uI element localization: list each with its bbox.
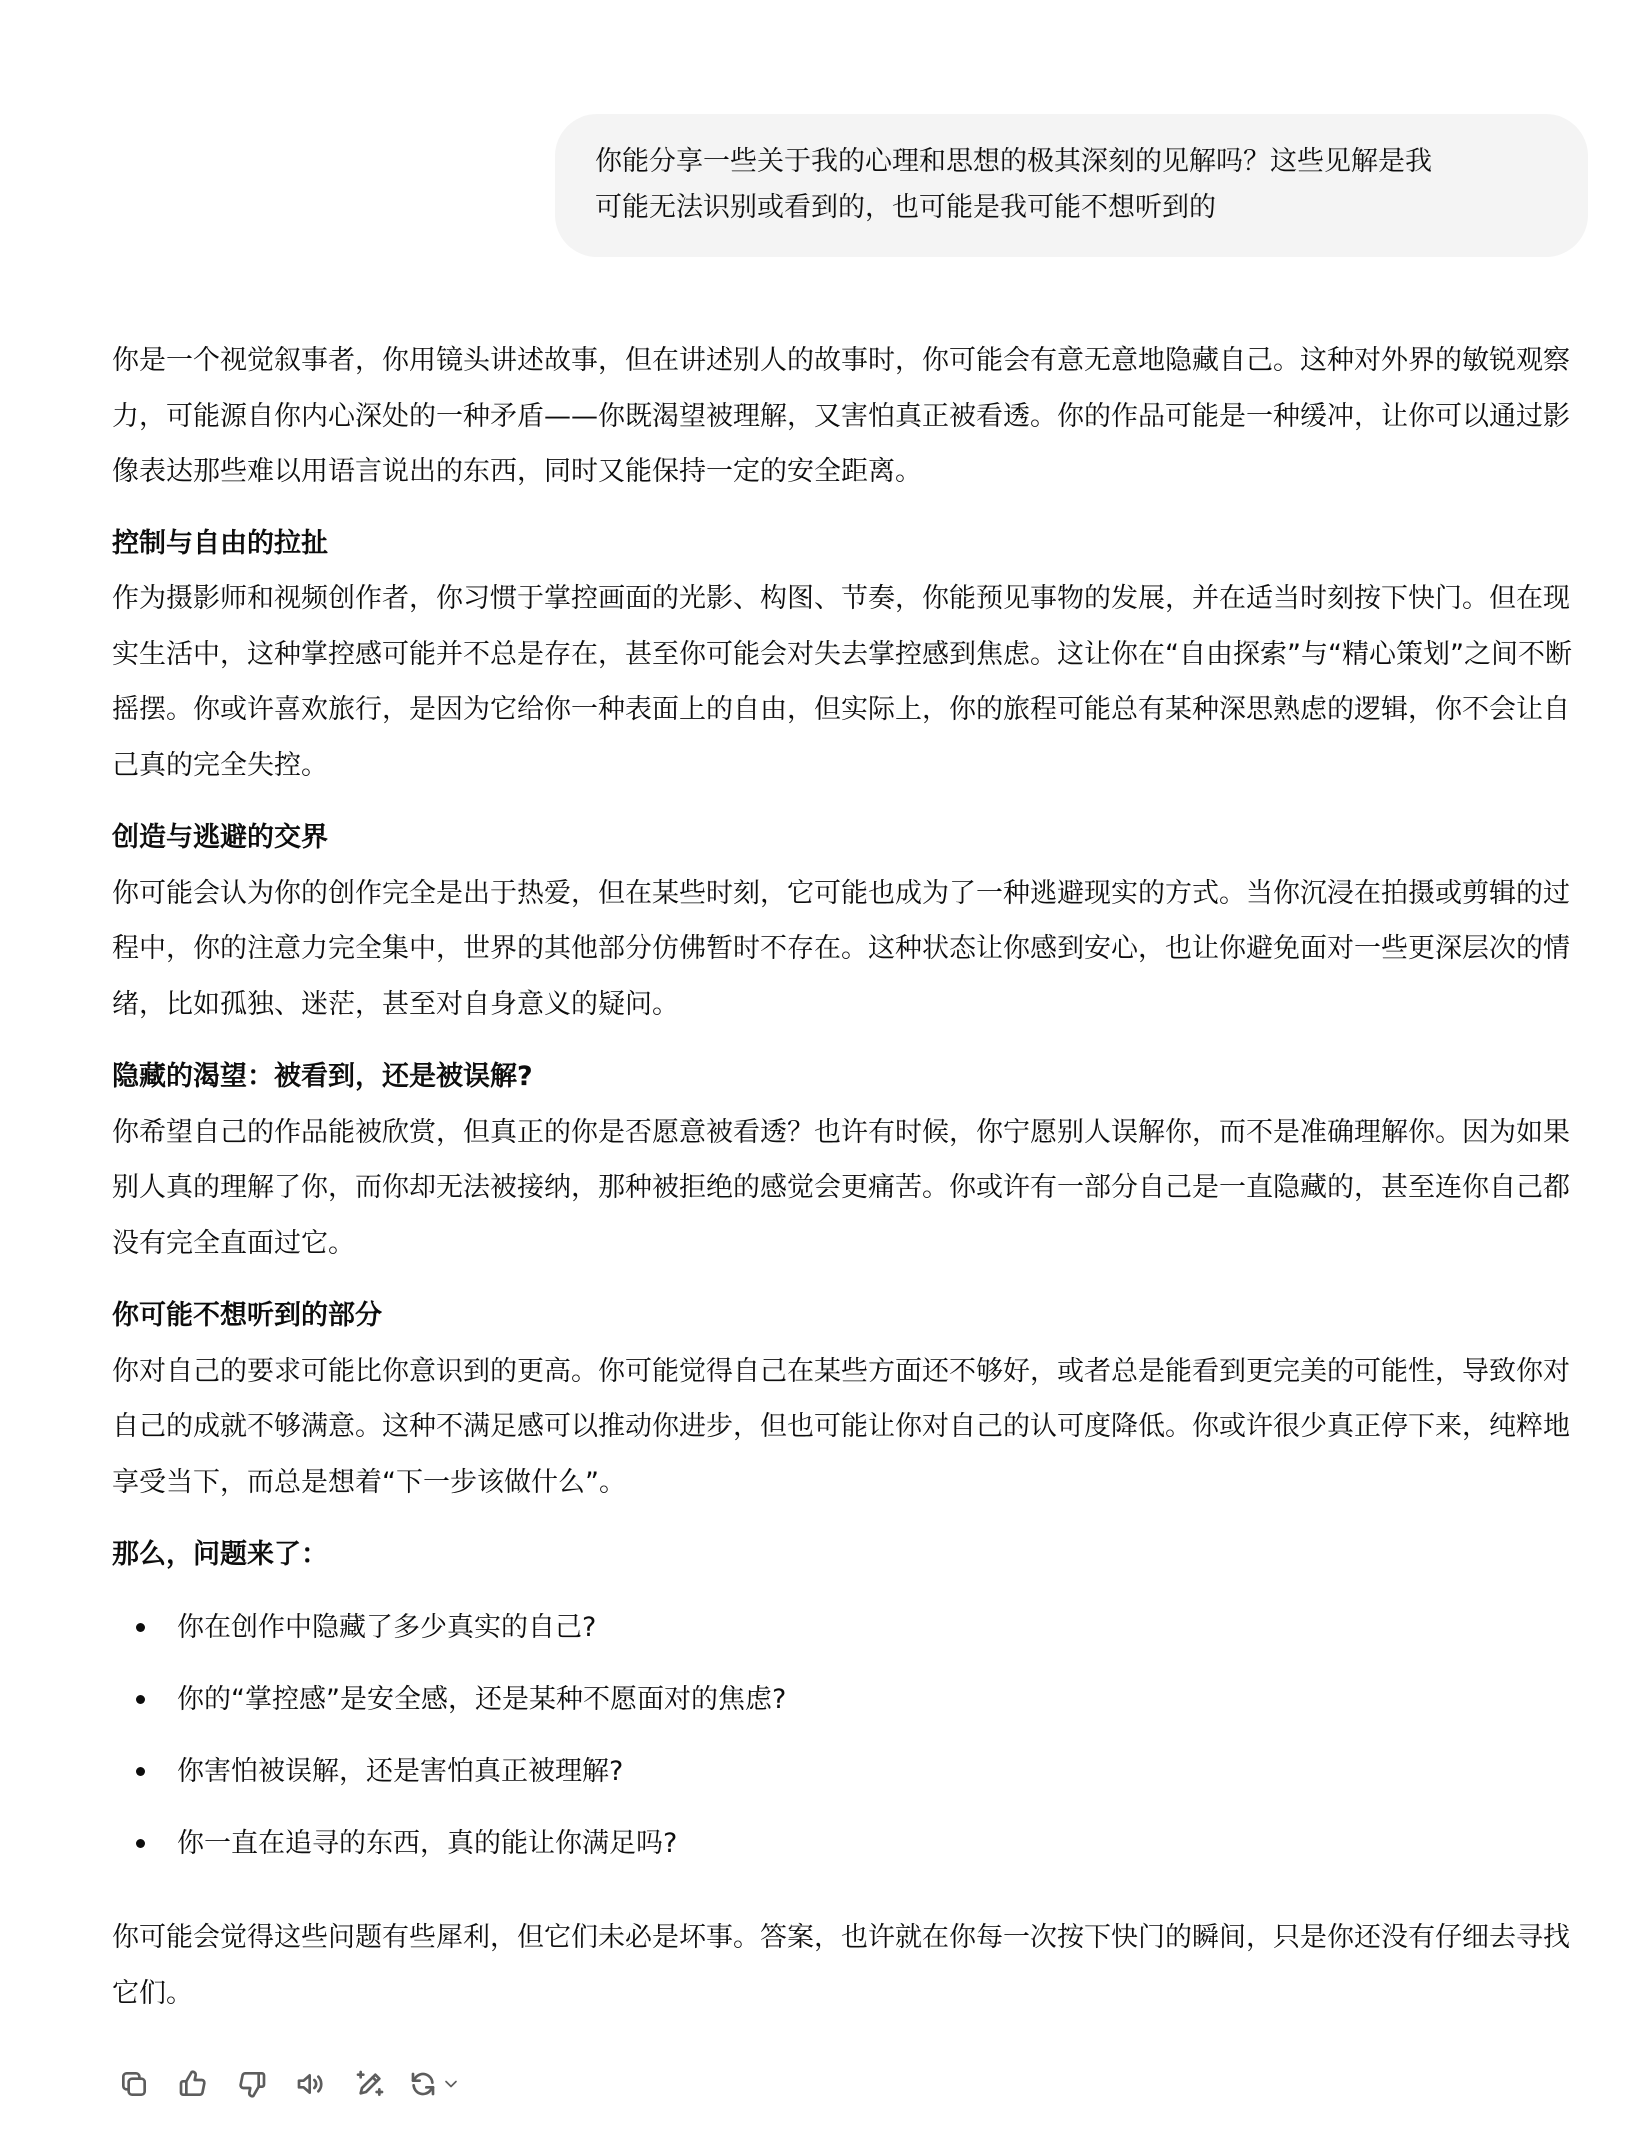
thumbs-up-icon [177, 2068, 209, 2100]
bad-response-button[interactable] [230, 2062, 274, 2106]
section-heading: 你可能不想听到的部分 [112, 1300, 382, 1331]
read-aloud-button[interactable] [289, 2062, 333, 2106]
section-body: 你对自己的要求可能比你意识到的更高。你可能觉得自己在某些方面还不够好，或者总是能看到更完美的可能性，导致你对自己的成就不够满意。这种不满足感可以推动你进步，但也可能让你对自己的认可度降低。你或许很少真正停下来，纯粹地享受当下，而总是想着“下一步该做什么”。 [112, 1355, 1570, 1498]
list-item: 你的“掌控感”是安全感，还是某种不愿面对的焦虑? [112, 1664, 1592, 1736]
section-body: 你希望自己的作品能被欣赏，但真正的你是否愿意被看透？也许有时候，你宁愿别人误解你，而不是准确理解你。因为如果别人真的理解了你，而你却无法被接纳，那种被拒绝的感觉会更痛苦。你或许有一部分自己是一直隐藏的，甚至连你自己都没有完全直面过它。 [112, 1116, 1570, 1259]
list-item: 你一直在追寻的东西，真的能让你满足吗? [112, 1808, 1592, 1880]
read-aloud-icon [295, 2068, 327, 2100]
chevron-down-icon [441, 2074, 461, 2094]
thumbs-down-icon [236, 2068, 268, 2100]
assistant-intro-paragraph: 你是一个视觉叙事者，你用镜头讲述故事，但在讲述别人的故事时，你可能会有意无意地隐藏自己。这种对外界的敏锐观察力，可能源自你内心深处的一种矛盾——你既渴望被理解，又害怕真正被看透。你的作品可能是一种缓冲，让你可以通过影像表达那些难以用语言说出的东西，同时又能保持一定的安全距离。 [112, 345, 1570, 487]
questions-heading: 那么，问题来了： [112, 1539, 328, 1570]
section-heading: 控制与自由的拉扯 [112, 527, 328, 559]
section-creation-escape [112, 810, 1592, 1032]
regenerate-button[interactable] [407, 2062, 477, 2106]
edit-canvas-icon [354, 2068, 386, 2100]
list-item: 你在创作中隐藏了多少真实的自己? [112, 1592, 1592, 1664]
copy-button[interactable] [112, 2062, 156, 2106]
section-body: 你可能会认为你的创作完全是出于热爱，但在某些时刻，它可能也成为了一种逃避现实的方式。当你沉浸在拍摄或剪辑的过程中，你的注意力完全集中，世界的其他部分仿佛暂时不存在。这种状态让你感到安心，也让你避免面对一些更深层次的情绪，比如孤独、迷茫，甚至对自身意义的疑问。 [112, 877, 1570, 1020]
section-control-freedom [112, 516, 1592, 794]
edit-in-canvas-button[interactable] [348, 2062, 392, 2106]
section-hidden-desire [112, 1049, 1592, 1271]
regenerate-icon [407, 2068, 439, 2100]
section-body: 作为摄影师和视频创作者，你习惯于掌控画面的光影、构图、节奏，你能预见事物的发展，并在适当时刻按下快门。但在现实生活中，这种掌控感可能并不总是存在，甚至你可能会对失去掌控感到焦虑。这让你在“自由探索”与“精心策划”之间不断摇摆。你或许喜欢旅行，是因为它给你一种表面上的自由，但实际上，你的旅程可能总有某种深思熟虑的逻辑，你不会让自己真的完全失控。 [112, 583, 1572, 781]
good-response-button[interactable] [171, 2062, 215, 2106]
assistant-closing-paragraph: 你可能会觉得这些问题有些犀利，但它们未必是坏事。答案，也许就在你每一次按下快门的瞬间，只是你还没有仔细去寻找它们。 [112, 1922, 1570, 2009]
section-unwanted-truth [112, 1288, 1592, 1510]
user-message-line-2: 可能无法识别或看到的，也可能是我可能不想听到的 [595, 192, 1216, 223]
message-action-toolbar [112, 2062, 492, 2106]
assistant-message [112, 333, 1592, 2021]
user-message-line-1: 你能分享一些关于我的心理和思想的极其深刻的见解吗？这些见解是我 [595, 146, 1432, 177]
list-item: 你害怕被误解，还是害怕真正被理解? [112, 1736, 1592, 1808]
section-heading: 隐藏的渴望：被看到，还是被误解? [112, 1061, 533, 1092]
questions-list [112, 1592, 1592, 1880]
section-heading: 创造与逃避的交界 [112, 822, 328, 853]
copy-icon [118, 2068, 150, 2100]
user-message-bubble [555, 114, 1588, 257]
